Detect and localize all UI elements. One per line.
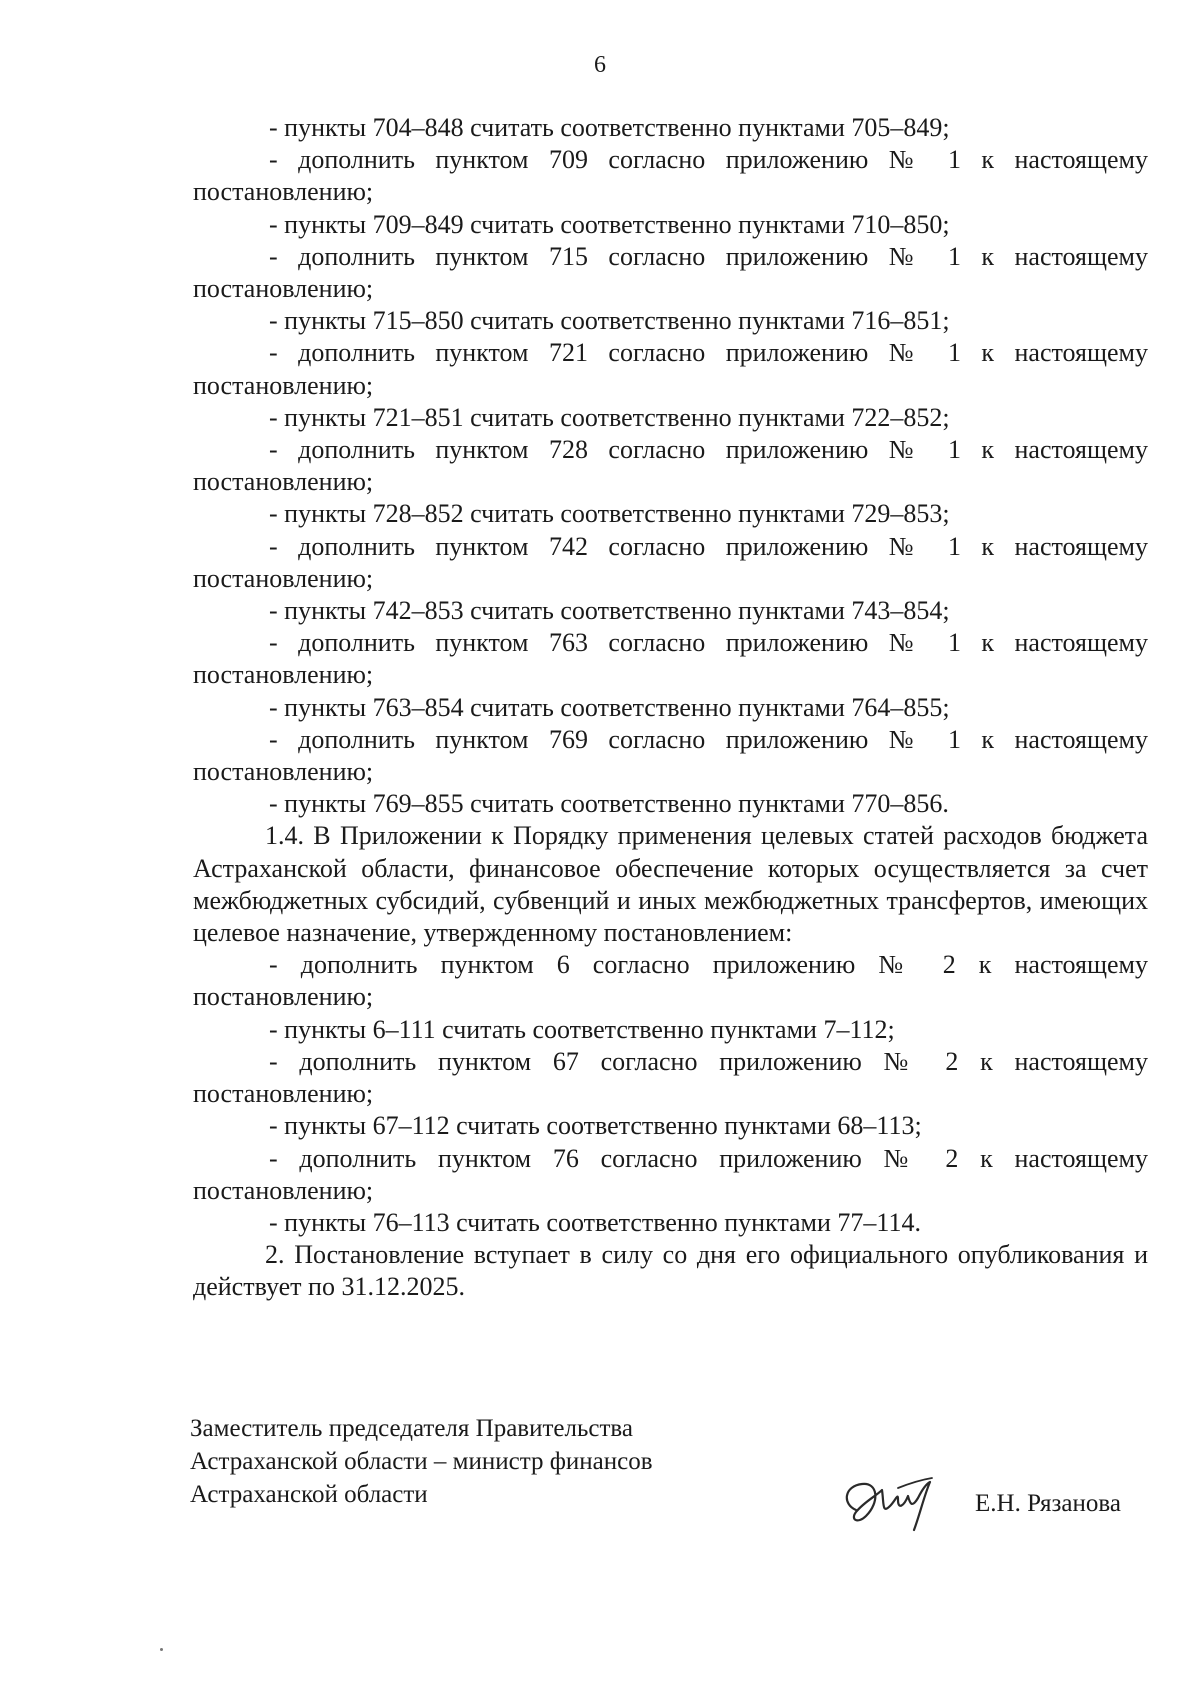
page-number: 6	[594, 52, 606, 78]
paragraph-item: - пункты 704–848 считать соответственно пунктами 705–849;	[269, 113, 950, 142]
paragraph-item: - дополнить пунктом 76 согласно приложению № 2 к настоящему постановлению;	[193, 1143, 1148, 1205]
paragraph-item: - дополнить пунктом 763 согласно приложению № 1 к настоящему постановлению;	[193, 628, 1148, 690]
paragraph-item: - пункты 721–851 считать соответственно пунктами 722–852;	[269, 402, 950, 432]
handwritten-signature	[838, 1470, 938, 1540]
paragraph-item: - пункты 715–850 считать соответственно пунктами 716–851;	[269, 306, 950, 336]
paragraph-item: - дополнить пунктом 728 согласно приложению № 1 к настоящему постановлению;	[193, 435, 1148, 497]
paragraph-item: - дополнить пунктом 6 согласно приложению № 2 к настоящему постановлению;	[193, 950, 1148, 1012]
signer-name: Е.Н. Рязанова	[975, 1490, 1121, 1517]
paragraph-item: - пункты 709–849 считать соответственно пунктами 710–850;	[269, 209, 950, 239]
paragraph-item: - дополнить пунктом 769 согласно приложению № 1 к настоящему постановлению;	[193, 724, 1148, 787]
paragraph-item: - дополнить пунктом 721 согласно приложению № 1 к настоящему постановлению;	[193, 338, 1148, 400]
section-1-4-paragraph: 1.4. В Приложении к Порядку применения целевых статей расходов бюджета Астраханской области, финансовое обеспечение которых осуществляется за счет межбюджетных субсидий, субвенций и иных межбюджетных трансфертов, имеющих целевое назначение, утвержденному постановлением:	[193, 821, 1148, 948]
paragraph-item: - дополнить пунктом 742 согласно приложению № 1 к настоящему постановлению;	[193, 531, 1148, 593]
paragraph-item: - пункты 76–113 считать соответственно пунктами 77–114.	[269, 1207, 921, 1237]
document-body	[193, 112, 1148, 1304]
paragraph-item: - пункты 763–854 считать соответственно пунктами 764–855;	[269, 692, 950, 722]
position-line: Астраханской области	[190, 1481, 428, 1508]
section-2-paragraph: 2. Постановление вступает в силу со дня его официального опубликования и действует по 31.12.2025.	[193, 1240, 1148, 1302]
paragraph-item: - пункты 769–855 считать соответственно пунктами 770–856.	[269, 789, 949, 819]
position-line: Заместитель председателя Правительства	[190, 1415, 633, 1442]
paragraph-item: - пункты 67–112 считать соответственно пунктами 68–113;	[269, 1111, 922, 1141]
paragraph-item: - пункты 6–111 считать соответственно пунктами 7–112;	[269, 1014, 895, 1044]
scan-artifact	[160, 1648, 163, 1651]
signatory-position	[190, 1412, 653, 1511]
paragraph-item: - дополнить пунктом 709 согласно приложению № 1 к настоящему постановлению;	[193, 145, 1148, 207]
paragraph-item: - дополнить пунктом 715 согласно приложению № 1 к настоящему постановлению;	[193, 241, 1148, 304]
paragraph-item: - пункты 742–853 считать соответственно пунктами 743–854;	[269, 596, 950, 626]
paragraph-item: - дополнить пунктом 67 согласно приложению № 2 к настоящему постановлению;	[193, 1046, 1148, 1109]
paragraph-item: - пункты 728–852 считать соответственно пунктами 729–853;	[269, 499, 950, 529]
position-line: Астраханской области – министр финансов	[190, 1448, 653, 1475]
